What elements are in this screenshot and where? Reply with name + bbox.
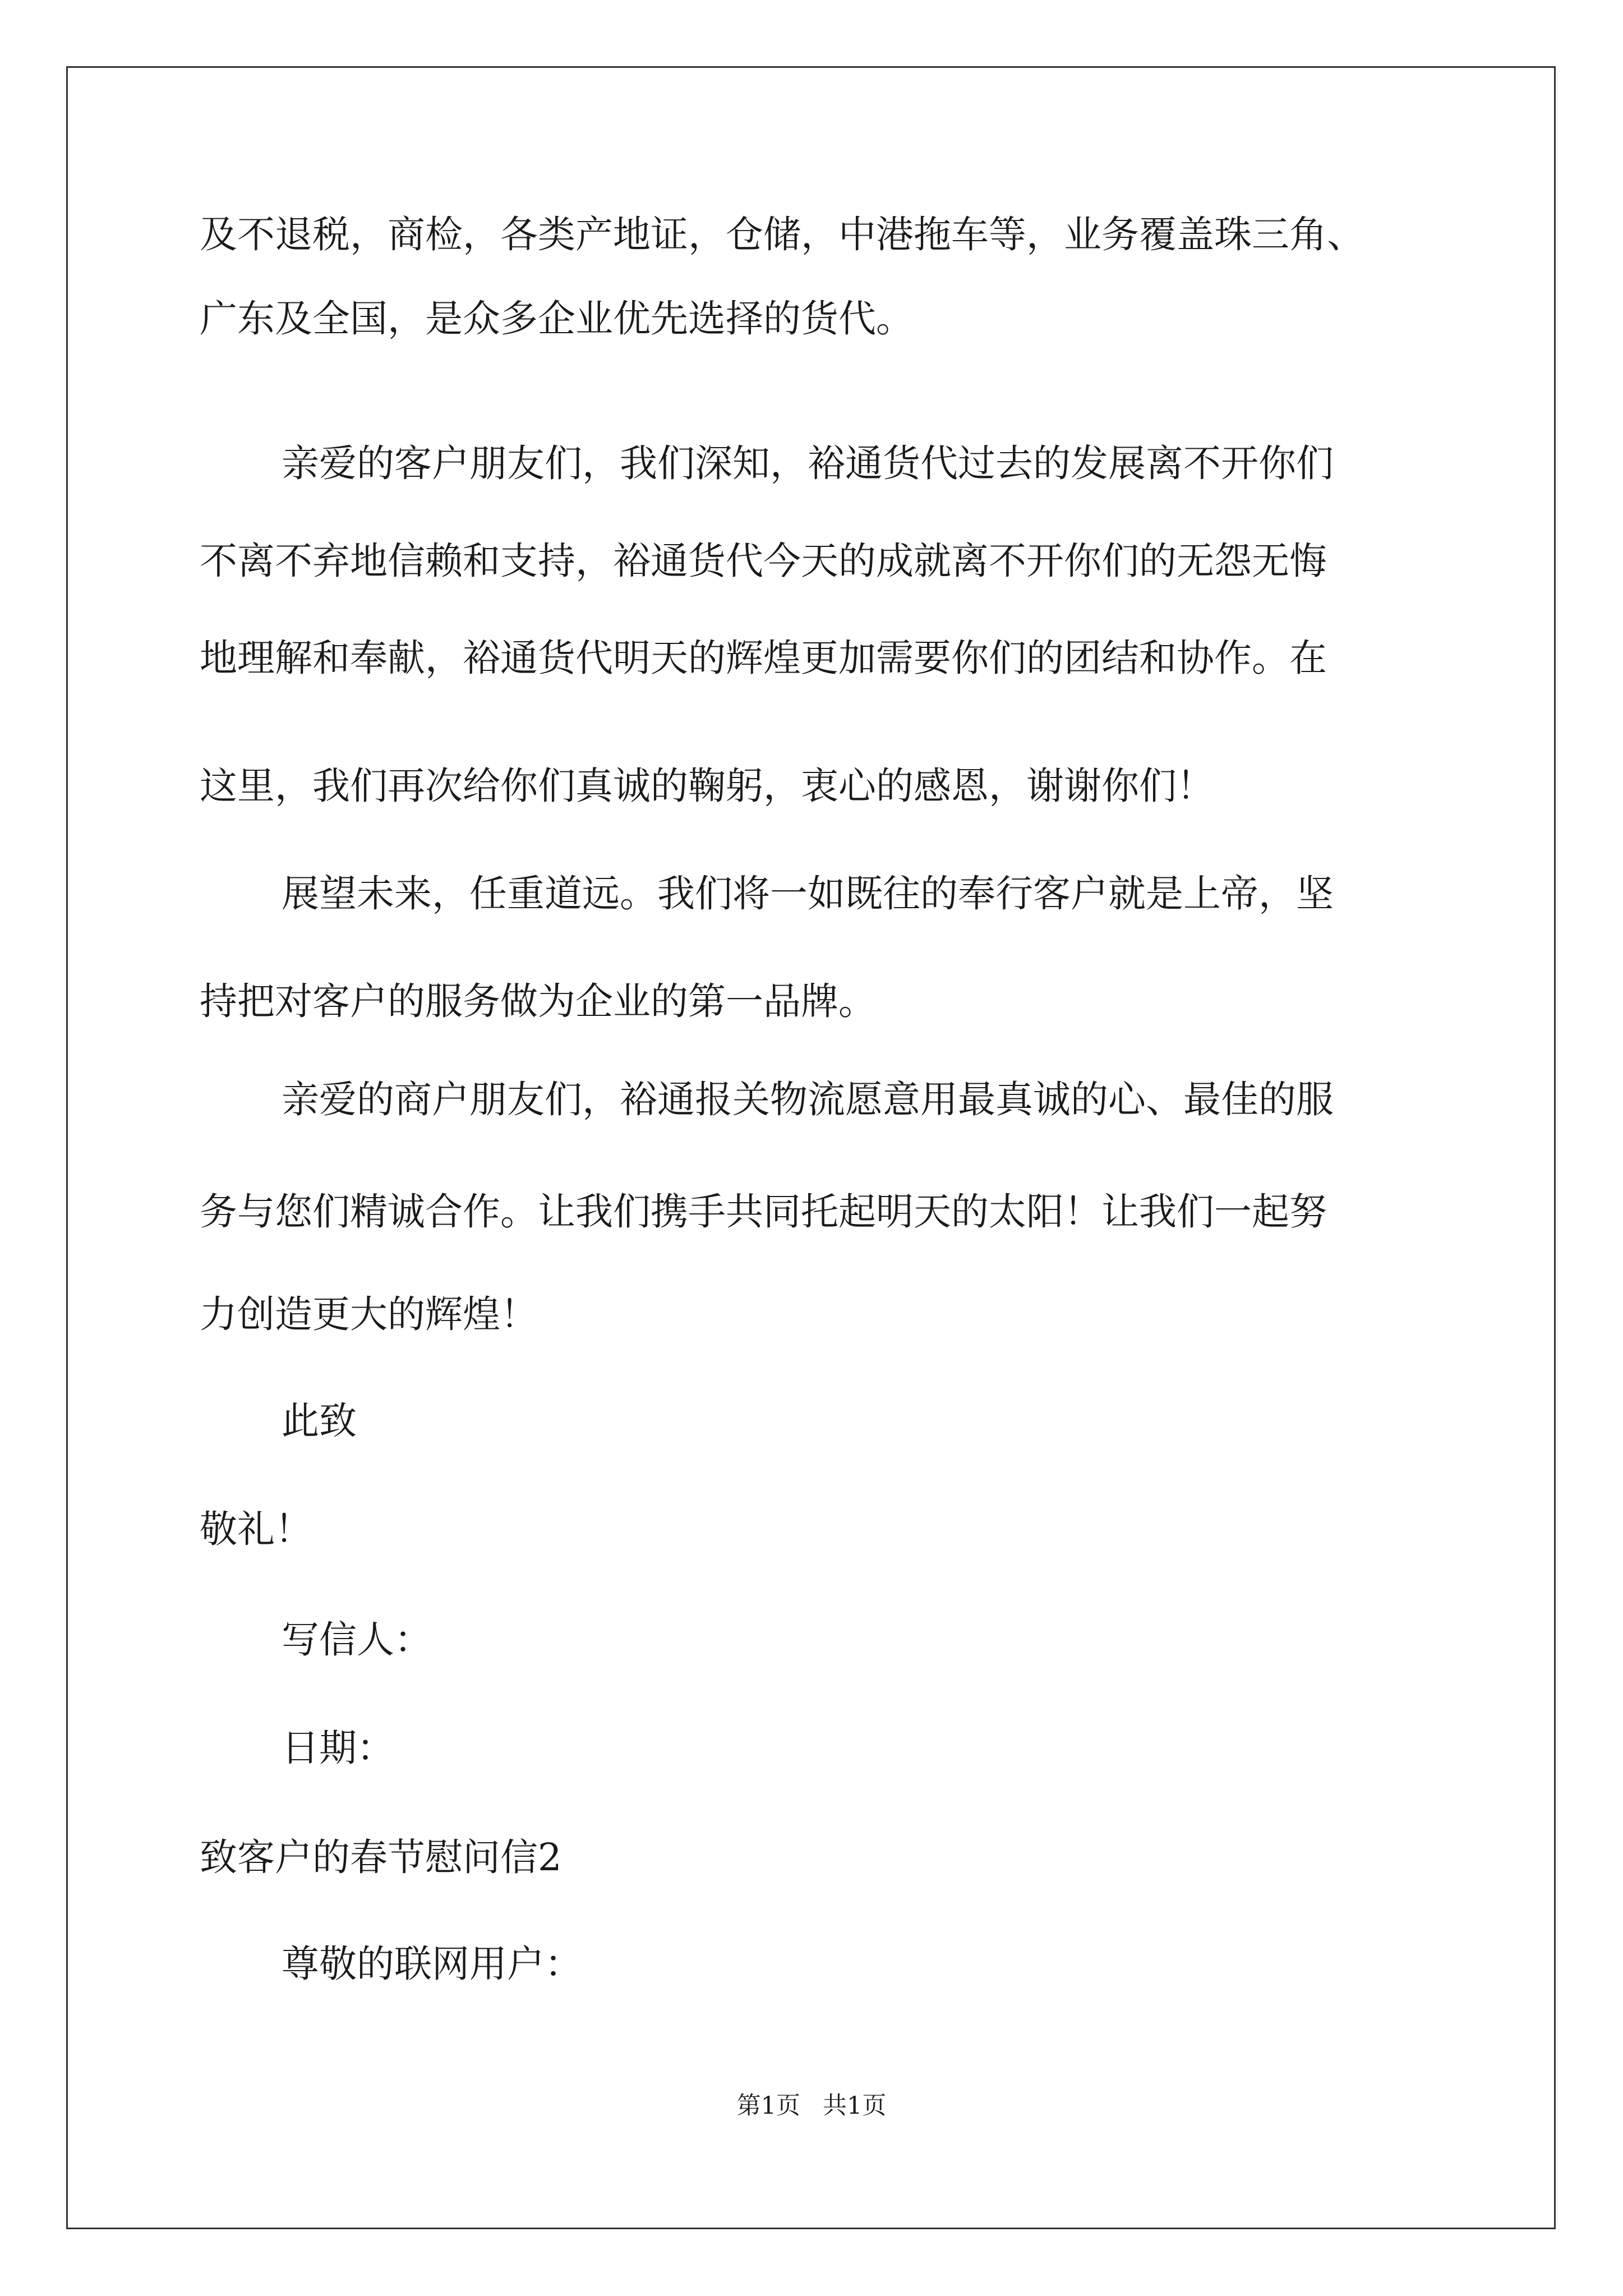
text-line: 及不退税，商检，各类产地证，仓储，中港拖车等，业务覆盖珠三角、 xyxy=(200,213,1364,256)
text-line: 敬礼！ xyxy=(200,1507,312,1551)
text-line: 地理解和奉献，裕通货代明天的辉煌更加需要你们的团结和协作。在 xyxy=(200,636,1327,680)
text-line: 力创造更大的辉煌！ xyxy=(200,1292,538,1336)
text-line: 写信人： xyxy=(282,1618,432,1662)
section-title: 致客户的春节慰问信2 xyxy=(200,1835,562,1879)
page-footer xyxy=(0,2087,1623,2121)
page-total: 共1页 xyxy=(823,2092,887,2120)
text-line: 不离不弃地信赖和支持，裕通货代今天的成就离不开你们的无怨无悔 xyxy=(200,539,1327,583)
text-line: 日期： xyxy=(282,1726,394,1770)
text-line: 尊敬的联网用户： xyxy=(282,1942,582,1986)
text-line: 此致 xyxy=(282,1399,357,1443)
page-border xyxy=(66,66,1556,2229)
text-line: 这里，我们再次给你们真诚的鞠躬，衷心的感恩，谢谢你们！ xyxy=(200,764,1214,808)
text-line: 务与您们精诚合作。让我们携手共同托起明天的太阳！让我们一起努 xyxy=(200,1190,1327,1234)
text-line: 展望未来，任重道远。我们将一如既往的奉行客户就是上帝，坚 xyxy=(282,872,1334,915)
text-line: 亲爱的商户朋友们，裕通报关物流愿意用最真诚的心、最佳的服 xyxy=(282,1078,1334,1121)
text-line: 广东及全国，是众多企业优先选择的货代。 xyxy=(200,297,914,341)
text-line: 亲爱的客户朋友们，我们深知，裕通货代过去的发展离不开你们 xyxy=(282,441,1334,485)
text-line: 持把对客户的服务做为企业的第一品牌。 xyxy=(200,979,876,1023)
page-number: 第1页 xyxy=(736,2092,800,2120)
